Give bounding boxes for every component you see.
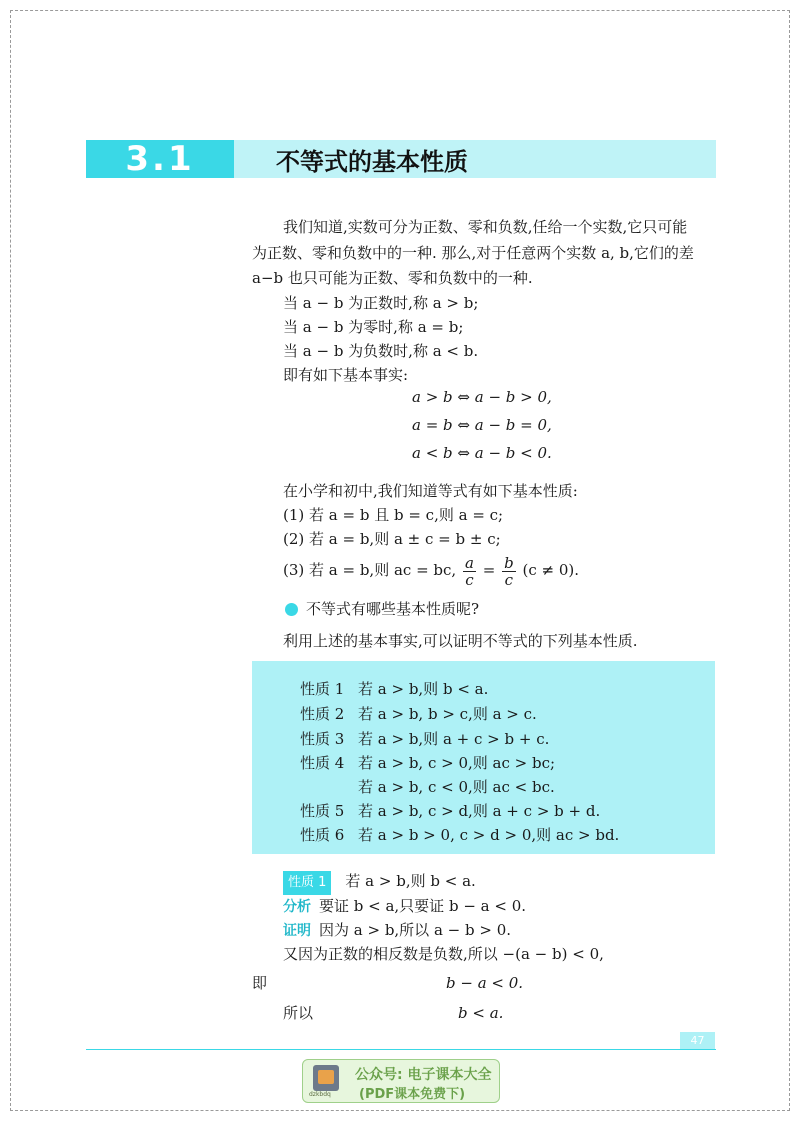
frac-num-a: a [464, 553, 474, 572]
ji-label: 即 [252, 974, 268, 992]
proof-statement: 若 a > b,则 b < a. [345, 872, 476, 890]
page-number: 47 [680, 1032, 715, 1049]
property-row [300, 728, 549, 749]
equality-intro: 在小学和初中,我们知道等式有如下基本性质: [283, 482, 578, 500]
case-negative: 当 a − b 为负数时,称 a < b. [283, 342, 479, 360]
property-label: 性质 1 [300, 680, 345, 698]
equals-sign: = [482, 561, 496, 579]
intro-line-2: 为正数、零和负数中的一种. 那么,对于任意两个实数 a, b,它们的差 [252, 244, 694, 262]
property-label: 性质 2 [300, 705, 345, 723]
property-label: 性质 3 [300, 730, 345, 748]
section-header [86, 140, 716, 178]
case-zero: 当 a − b 为零时,称 a = b; [283, 318, 464, 336]
property-row [300, 776, 555, 797]
property-text: 若 a > b, b > c,则 a > c. [358, 705, 537, 723]
watermark-line-2: (PDF课本免费下) [359, 1087, 466, 1102]
suoyi-label: 所以 [283, 1004, 314, 1022]
property-text: 若 a > b, c > d,则 a + c > b + d. [358, 802, 601, 820]
proof-statement-row [283, 870, 476, 895]
fraction-b-over-c [502, 555, 516, 588]
case-positive: 当 a − b 为正数时,称 a > b; [283, 294, 479, 312]
intro-line-1: 我们知道,实数可分为正数、零和负数,任给一个实数,它只可能 [283, 218, 688, 236]
frac-den-c: c [465, 570, 474, 589]
bullet-dot-icon [285, 603, 298, 616]
equality-prop-2: (2) 若 a = b,则 a ± c = b ± c; [283, 530, 501, 548]
property-row [300, 800, 600, 821]
question-text: 不等式有哪些基本性质呢? [306, 600, 480, 618]
proof-text: 因为 a > b,所以 a − b > 0. [319, 921, 512, 939]
proof-tag: 证明 [283, 923, 311, 939]
equality-prop-3-prefix: (3) 若 a = b,则 ac = bc, [283, 561, 457, 579]
analysis-tag: 分析 [283, 899, 311, 915]
property-row [300, 752, 555, 773]
book-cover-label [318, 1070, 334, 1084]
property-row [300, 678, 488, 699]
analysis-text: 要证 b < a,只要证 b − a < 0. [319, 897, 527, 915]
watermark-sub: dzkbdq [309, 1091, 331, 1098]
section-number: 3.1 [86, 140, 234, 178]
proof-line-2: 又因为正数的相反数是负数,所以 −(a − b) < 0, [283, 945, 604, 963]
analysis-row [283, 895, 526, 918]
property-row [300, 703, 537, 724]
fraction-a-over-c [463, 555, 476, 588]
fact-intro: 即有如下基本事实: [283, 366, 409, 384]
property-label: 性质 4 [300, 754, 345, 772]
watermark-line-1: 公众号: 电子课本大全 [355, 1067, 492, 1083]
property-text: 若 a > b,则 b < a. [358, 680, 489, 698]
property-text: 若 a > b,则 a + c > b + c. [358, 730, 550, 748]
property-text: 若 a > b, c < 0,则 ac < bc. [358, 778, 555, 796]
footer-divider [86, 1049, 716, 1050]
equality-prop-3-suffix: (c ≠ 0). [522, 561, 579, 579]
proof-eq-1: b − a < 0. [446, 974, 524, 992]
equality-prop-1: (1) 若 a = b 且 b = c,则 a = c; [283, 506, 504, 524]
property-text: 若 a > b, c > 0,则 ac > bc; [358, 754, 556, 772]
properties-box [252, 661, 715, 854]
section-title: 不等式的基本性质 [234, 140, 716, 178]
proof-eq-2: b < a. [458, 1004, 504, 1022]
property-text: 若 a > b > 0, c > d > 0,则 ac > bd. [358, 826, 620, 844]
intro-line-3: a−b 也只可能为正数、零和负数中的一种. [252, 269, 533, 287]
watermark-badge [302, 1059, 500, 1103]
frac-num-b: b [504, 553, 514, 572]
book-icon [313, 1065, 339, 1091]
fact-eq: a = b ⇔ a − b = 0, [412, 416, 552, 434]
fact-gt: a > b ⇔ a − b > 0, [412, 388, 552, 406]
property-row [300, 824, 619, 845]
equality-prop-3 [283, 550, 579, 590]
proof-row [283, 919, 511, 942]
property-label: 性质 6 [300, 826, 345, 844]
fact-lt: a < b ⇔ a − b < 0. [412, 444, 552, 462]
property-label: 性质 5 [300, 802, 345, 820]
lead-text: 利用上述的基本事实,可以证明不等式的下列基本性质. [283, 632, 638, 650]
frac-den-c2: c [504, 570, 514, 589]
property-tag: 性质 1 [283, 871, 331, 895]
